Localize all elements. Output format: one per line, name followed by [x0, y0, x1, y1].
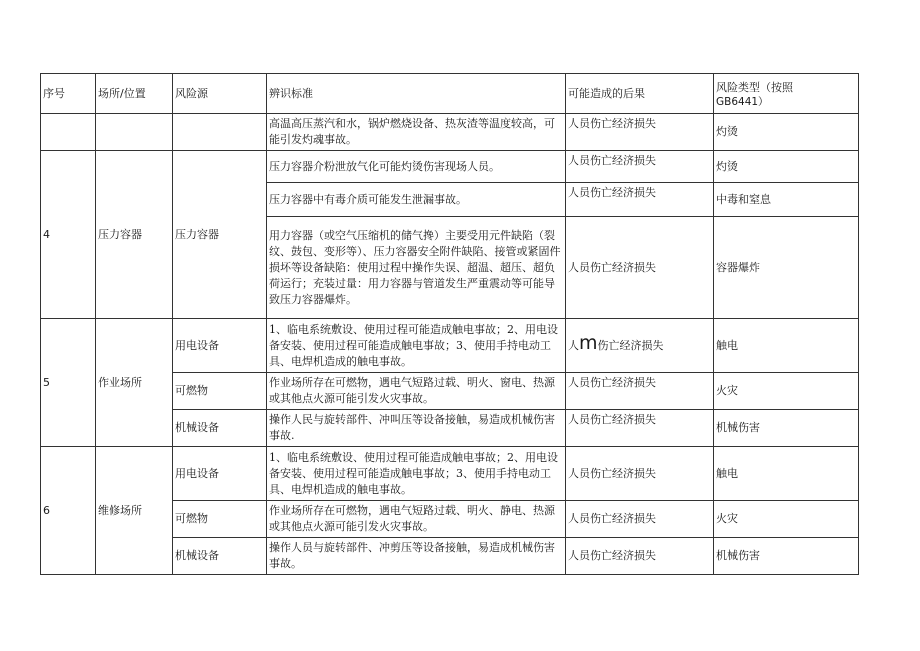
- cell-type: 触电: [714, 319, 859, 373]
- cell-source: 机械设备: [173, 410, 267, 447]
- cell-consequence: 人员伤亡经济损失: [566, 183, 714, 217]
- cell-criteria: 高温高压蒸汽和水，锅炉燃烧设备、热灰渣等温度较高，可能引发灼魂事故。: [267, 114, 566, 151]
- table-row: [41, 114, 859, 151]
- header-type-line2: GB6441）: [716, 95, 769, 108]
- cell-source: 可燃物: [173, 501, 267, 538]
- cell-consequence: 人员伤亡经济损失: [566, 447, 714, 501]
- cell-criteria: 用力容器（或空气压缩机的储气搀）主要受用元件缺陷（裂纹、鼓包、变形等）、压力容器安全附件缺陷、接管或紧固件损坏等设备缺陷：使用过程中操作失误、超温、超压、超负荷运行；充装过量：用力容器与管道发生严重震动等可能导致压力容器爆炸。: [267, 217, 566, 319]
- cell-place: 维修场所: [96, 447, 173, 575]
- consequence-part-a: 人: [568, 339, 579, 352]
- table-row: [41, 151, 859, 183]
- consequence-part-b: 伤亡经济损失: [597, 339, 664, 352]
- cell-place: [96, 114, 173, 151]
- cell-consequence: 人员伤亡经济损失: [566, 538, 714, 575]
- header-place: 场所/位置: [96, 74, 173, 114]
- cell-criteria: 1、临电系统敷设、使用过程可能造成触电事故；2、用电设备安装、使用过程可能造成触电事故；3、使用手持电动工具、电焊机造成的触电事故。: [267, 319, 566, 373]
- header-type-line1: 风险类型（按照: [716, 80, 793, 94]
- cell-no: 6: [41, 447, 96, 575]
- cell-source: 压力容器: [173, 151, 267, 319]
- cell-consequence: 人员伤亡经济损失: [566, 114, 714, 151]
- cell-type: 机械伤害: [714, 410, 859, 447]
- cell-source: 可燃物: [173, 373, 267, 410]
- cell-place: 作业场所: [96, 319, 173, 447]
- cell-no: [41, 114, 96, 151]
- cell-source: 机械设备: [173, 538, 267, 575]
- cell-source: 用电设备: [173, 447, 267, 501]
- cell-consequence: 人员伤亡经济损失: [566, 373, 714, 410]
- header-type: [714, 74, 859, 114]
- cell-criteria: 1、临电系统敷设、使用过程可能造成触电事故；2、用电设备安装、使用过程可能造成触电事故；3、使用手持电动工具、电焊机造成的触电事故。: [267, 447, 566, 501]
- cell-consequence: 人员伤亡经济损失: [566, 217, 714, 319]
- cell-criteria: 作业场所存在可燃物，遇电气短路过载、明火、静电、热源或其他点火源可能引发火灾事故。: [267, 501, 566, 538]
- cell-type: 机械伤害: [714, 538, 859, 575]
- cell-type: 火灾: [714, 373, 859, 410]
- cell-criteria: 操作人员与旋转部件、冲剪压等设备接触，易造成机械伤害事故。: [267, 538, 566, 575]
- cell-type: 中毒和窒息: [714, 183, 859, 217]
- cell-source: [173, 114, 267, 151]
- table-row: [41, 447, 859, 501]
- cell-place: 压力容器: [96, 151, 173, 319]
- cell-type: 容器爆炸: [714, 217, 859, 319]
- cell-type: 火灾: [714, 501, 859, 538]
- cell-consequence: [566, 319, 714, 373]
- cell-consequence: 人员伤亡经济损失: [566, 501, 714, 538]
- cell-criteria: 压力容器中有毒介质可能发生泄漏事故。: [267, 183, 566, 217]
- cell-source: 用电设备: [173, 319, 267, 373]
- header-criteria: 辨识标准: [267, 74, 566, 114]
- cell-type: 灼烫: [714, 114, 859, 151]
- cell-type: 灼烫: [714, 151, 859, 183]
- cell-no: 5: [41, 319, 96, 447]
- cell-criteria: 压力容器介粉泄放气化可能灼烫伤害现场人员。: [267, 151, 566, 183]
- cell-type: 触电: [714, 447, 859, 501]
- cell-criteria: 操作人民与旋转部件、冲叫压等设备接触，易造成机械伤害事故.: [267, 410, 566, 447]
- consequence-glyph-m: m: [579, 332, 598, 354]
- risk-table: [40, 73, 859, 575]
- header-no: 序号: [41, 74, 96, 114]
- header-consequence: 可能造成的后果: [566, 74, 714, 114]
- cell-consequence: 人员伤亡经济损失: [566, 410, 714, 447]
- cell-consequence: 人员伤亡经济损失: [566, 151, 714, 183]
- header-source: 风险源: [173, 74, 267, 114]
- cell-criteria: 作业场所存在可燃物，遇电气短路过载、明火、窗电、热源或其他点火源可能引发火灾事故。: [267, 373, 566, 410]
- cell-no: 4: [41, 151, 96, 319]
- table-row: [41, 319, 859, 373]
- table-header-row: [41, 74, 859, 114]
